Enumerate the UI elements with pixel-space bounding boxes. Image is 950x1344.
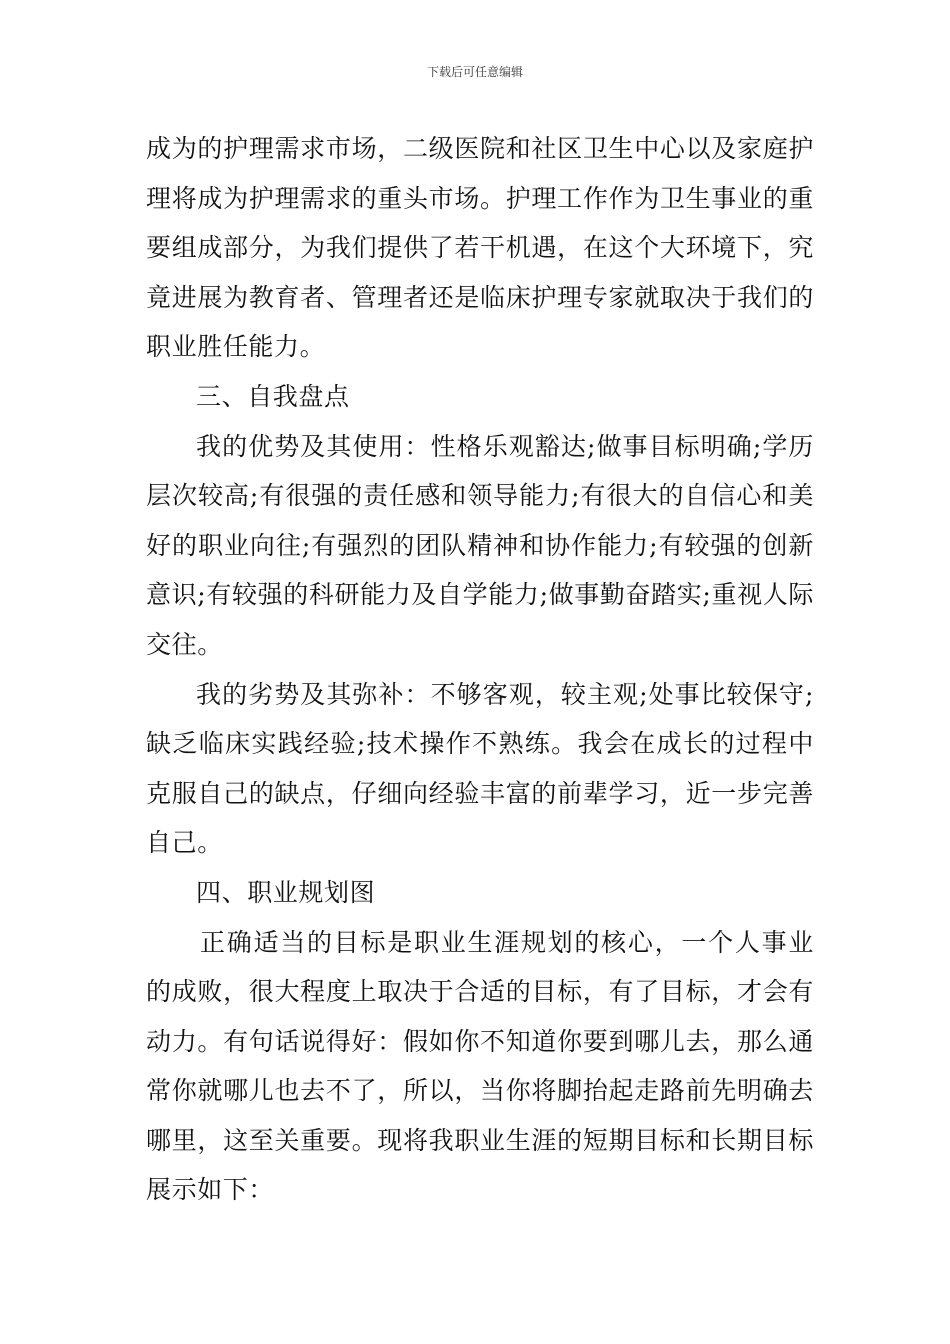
paragraph-goals: 正确适当的目标是职业生涯规划的核心，一个人事业的成败，很大程度上取决于合适的目标，有了目标，才会有动力。有句话说得好：假如你不知道你要到哪儿去，那么通常你就哪儿也去不了，所以，当你将脚抬起走路前先明确去哪里，这至关重要。现将我职业生涯的短期目标和长期目标展示如下： <box>146 927 814 1205</box>
paragraph-strengths: 我的优势及其使用：性格乐观豁达;做事目标明确;学历层次较高;有很强的责任感和领导能力;有很大的自信心和美好的职业向往;有强烈的团队精神和协作能力;有较强的创新意识;有较强的科研能力及自学能力;做事勤奋踏实;重视人际交往。 <box>146 431 814 659</box>
document-body <box>146 124 814 1215</box>
paragraph-weaknesses: 我的劣势及其弥补：不够客观，较主观;处事比较保守;缺乏临床实践经验;技术操作不熟练。我会在成长的过程中克服自己的缺点，仔细向经验丰富的前辈学习，近一步完善自己。 <box>146 679 814 858</box>
section-heading-career-plan: 四、职业规划图 <box>196 877 376 907</box>
section-heading-self-inventory: 三、自我盘点 <box>196 381 350 411</box>
page-header: 下载后可任意编辑 <box>426 65 523 79</box>
paragraph-nursing-market: 成为的护理需求市场，二级医院和社区卫生中心以及家庭护理将成为护理需求的重头市场。护理工作作为卫生事业的重要组成部分，为我们提供了若干机遇，在这个大环境下，究竟进展为教育者、管理者还是临床护理专家就取决于我们的职业胜任能力。 <box>146 134 814 362</box>
